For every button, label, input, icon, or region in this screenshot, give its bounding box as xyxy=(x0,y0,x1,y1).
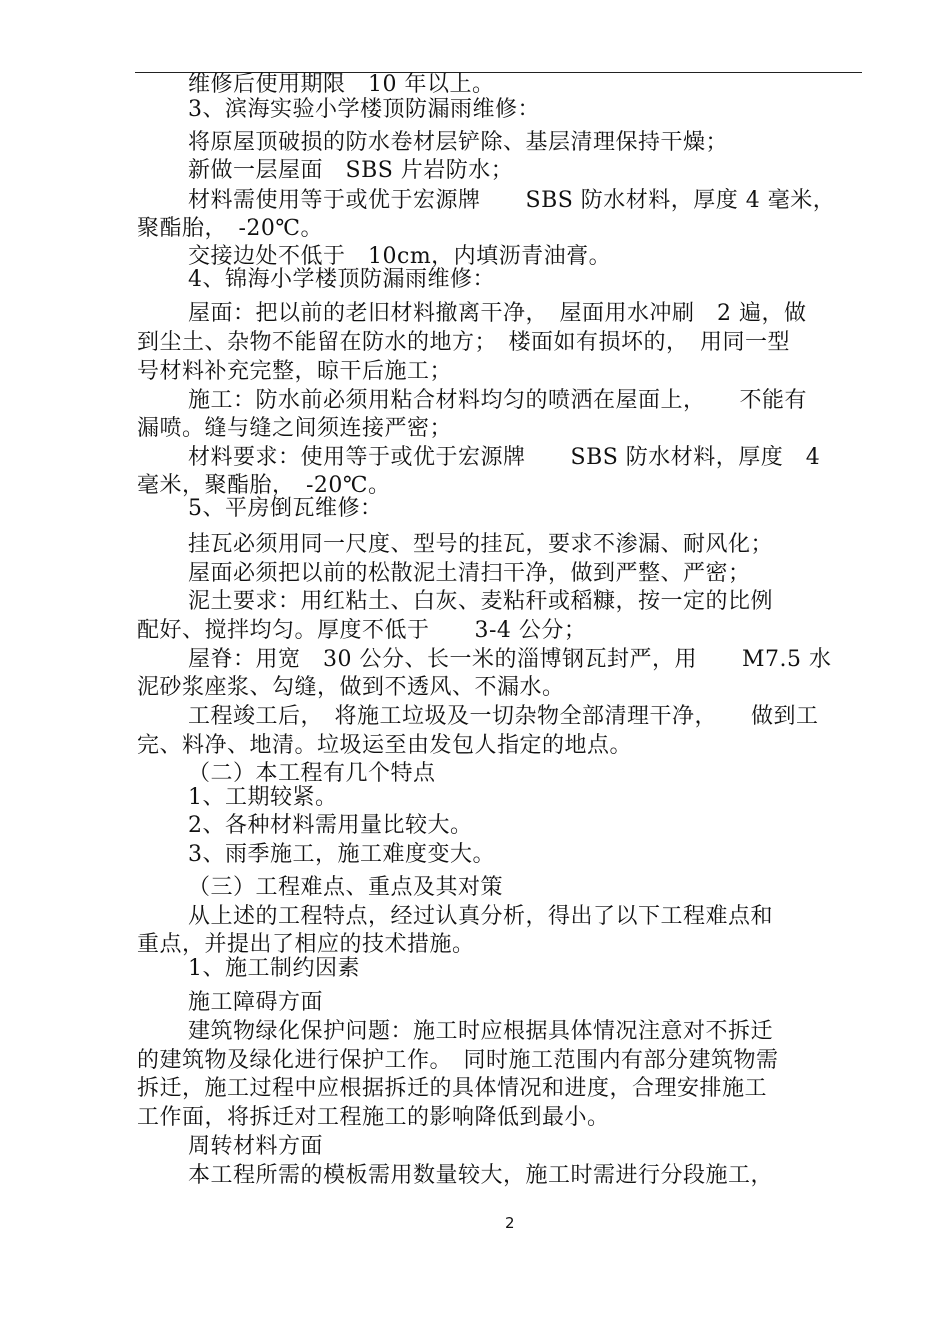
text-line: 本工程所需的模板需用数量较大，施工时需进行分段施工， xyxy=(188,1163,774,1188)
text-line: 重点，并提出了相应的技术措施。 xyxy=(137,932,475,957)
text-line: 维修后使用期限 10 年以上。 xyxy=(188,72,495,97)
text-line: 聚酯胎， -20℃。 xyxy=(137,216,324,241)
subheading: 1、施工制约因素 xyxy=(188,956,360,981)
text-line: 将原屋顶破损的防水卷材层铲除、基层清理保持干燥； xyxy=(188,130,729,155)
text-line: 屋面：把以前的老旧材料撤离干净， 屋面用水冲刷 2 遍，做 xyxy=(188,301,807,326)
text-line: 配好、搅拌均匀。厚度不低于 3-4 公分； xyxy=(137,618,587,643)
section-heading: （三）工程难点、重点及其对策 xyxy=(188,875,504,900)
list-item: 1、工期较紧。 xyxy=(188,785,338,810)
page-number: 2 xyxy=(505,1214,515,1232)
text-line: 屋面必须把以前的松散泥土清扫干净，做到严整、严密； xyxy=(188,561,751,586)
text-line: 拆迁，施工过程中应根据拆迁的具体情况和进度，合理安排施工 xyxy=(137,1076,768,1101)
text-line: 泥土要求：用红粘土、白灰、麦粘秆或稻糠，按一定的比例 xyxy=(188,589,774,614)
text-line: 材料需使用等于或优于宏源牌 SBS 防水材料，厚度 4 毫米， xyxy=(188,188,836,213)
text-line: 挂瓦必须用同一尺度、型号的挂瓦，要求不渗漏、耐风化； xyxy=(188,532,774,557)
text-line: 到尘土、杂物不能留在防水的地方； 楼面如有损坏的， 用同一型 xyxy=(137,330,791,355)
subheading: 周转材料方面 xyxy=(188,1134,324,1159)
list-item: 2、各种材料需用量比较大。 xyxy=(188,813,473,838)
subheading: 施工障碍方面 xyxy=(188,990,324,1015)
text-line: 屋脊：用宽 30 公分、长一米的淄博钢瓦封严，用 M7.5 水 xyxy=(188,647,832,672)
text-line: 新做一层屋面 SBS 片岩防水； xyxy=(188,158,514,183)
text-line: 5、平房倒瓦维修： xyxy=(188,496,383,521)
text-line: 的建筑物及绿化进行保护工作。 同时施工范围内有部分建筑物需 xyxy=(137,1048,779,1073)
section-heading: （二）本工程有几个特点 xyxy=(188,761,436,786)
text-line: 工作面，将拆迁对工程施工的影响降低到最小。 xyxy=(137,1105,610,1130)
text-line: 4、锦海小学楼顶防漏雨维修： xyxy=(188,267,495,292)
text-line: 交接边处不低于 10cm，内填沥青油膏。 xyxy=(188,244,612,269)
text-line: 从上述的工程特点，经过认真分析，得出了以下工程难点和 xyxy=(188,904,774,929)
text-line: 完、料净、地清。垃圾运至由发包人指定的地点。 xyxy=(137,733,633,758)
text-line: 3、滨海实验小学楼顶防漏雨维修： xyxy=(188,97,540,122)
list-item: 3、雨季施工，施工难度变大。 xyxy=(188,842,495,867)
text-line: 号材料补充完整，晾干后施工； xyxy=(137,359,453,384)
text-line: 建筑物绿化保护问题：施工时应根据具体情况注意对不拆迁 xyxy=(188,1019,774,1044)
text-line: 泥砂浆座浆、勾缝，做到不透风、不漏水。 xyxy=(137,675,565,700)
text-line: 材料要求：使用等于或优于宏源牌 SBS 防水材料，厚度 4 xyxy=(188,445,821,470)
text-line: 工程竣工后， 将施工垃圾及一切杂物全部清理干净， 做到工 xyxy=(188,704,819,729)
text-line: 漏喷。缝与缝之间须连接严密； xyxy=(137,416,453,441)
text-line: 施工：防水前必须用粘合材料均匀的喷洒在屋面上， 不能有 xyxy=(188,388,808,413)
text-line: 毫米，聚酯胎， -20℃。 xyxy=(137,473,391,498)
